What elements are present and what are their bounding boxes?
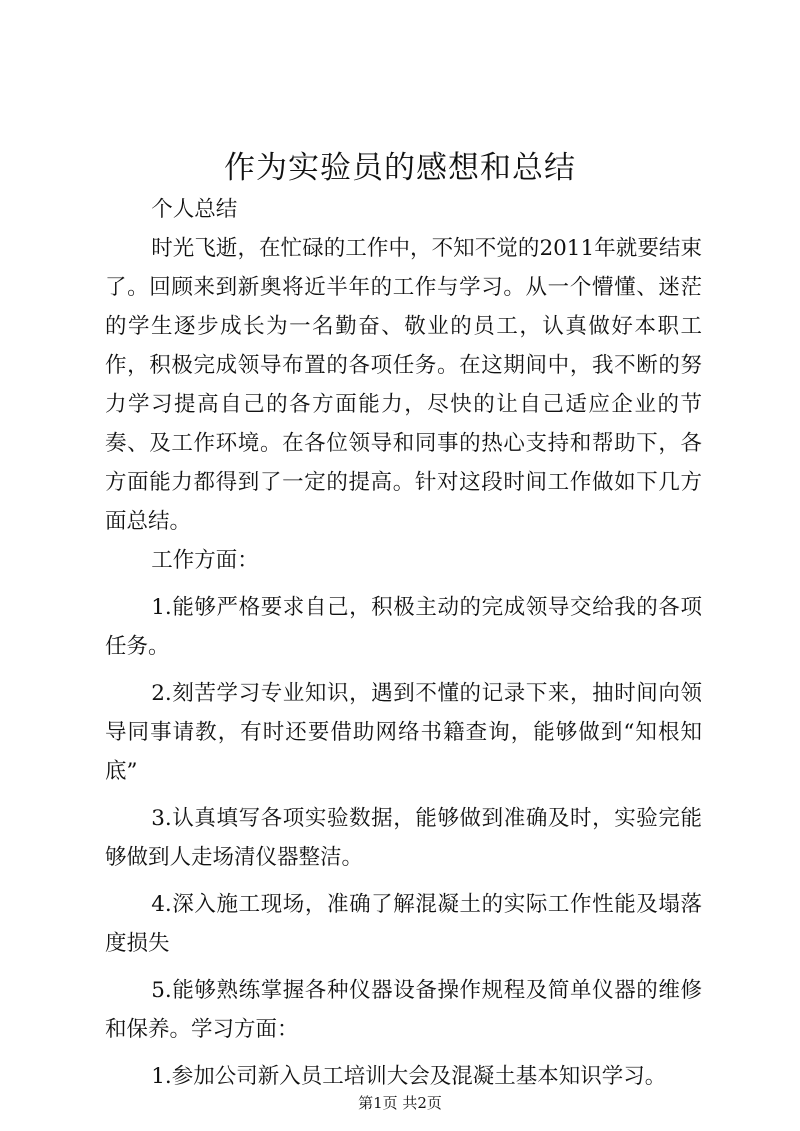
work-item-5: 5.能够熟练掌握各种仪器设备操作规程及简单仪器的维修和保养。学习方面： — [105, 978, 702, 1042]
page-number-footer: 第1页 共2页 — [358, 1094, 442, 1112]
work-item-2: 2.刻苦学习专业知识，遇到不懂的记录下来，抽时间向领导同事请教，有时还要借助网络书籍查询，能够做到“知根知底” — [105, 681, 702, 784]
work-item-4: 4.深入施工现场，准确了解混凝土的实际工作性能及塌落度损失 — [105, 892, 702, 956]
document-title: 作为实验员的感想和总结 — [224, 150, 576, 186]
document-body — [105, 190, 702, 1096]
section-heading-work: 工作方面： — [151, 548, 259, 573]
work-item-1: 1.能够严格要求自己，积极主动的完成领导交给我的各项任务。 — [105, 595, 702, 659]
intro-paragraph: 时光飞逝，在忙碌的工作中，不知不觉的2011年就要结束了。回顾来到新奥将近半年的工作与学习。从一个懵懂、迷茫的学生逐步成长为一名勤奋、敬业的员工，认真做好本职工作，积极完成领导布置的各项任务。在这期间中，我不断的努力学习提高自己的各方面能力，尽快的让自己适应企业的节奏、及工作环境。在各位领导和同事的热心支持和帮助下，各方面能力都得到了一定的提高。针对这段时间工作做如下几方面总结。 — [105, 236, 702, 534]
section-heading-personal-summary: 个人总结 — [151, 197, 238, 222]
work-item-3: 3.认真填写各项实验数据，能够做到准确及时，实验完能够做到人走场清仪器整洁。 — [105, 806, 702, 870]
study-item-1: 1.参加公司新入员工培训大会及混凝土基本知识学习。 — [151, 1064, 667, 1089]
